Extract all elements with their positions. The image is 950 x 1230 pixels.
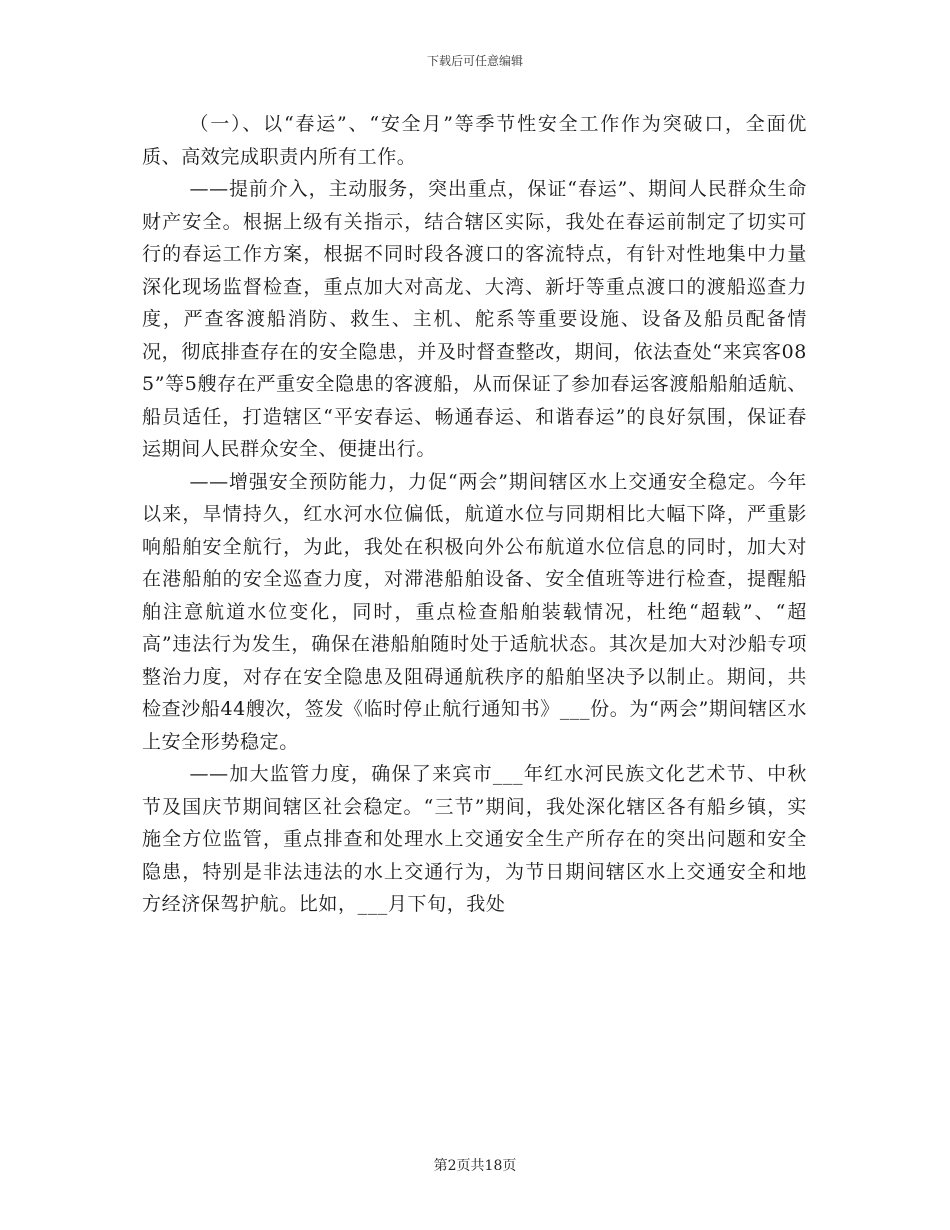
paragraph-1: （一）、以“春运”、“安全月”等季节性安全工作作为突破口，全面优质、高效完成职责内所有工作。 (142, 113, 807, 168)
paragraph-4: ——加大监管力度，确保了来宾市___年红水河民族文化艺术节、中秋节及国庆节期间辖区社会稳定。“三节”期间，我处深化辖区各有船乡镇，实施全方位监管，重点排查和处理水上交通安全生产所存在的突出问题和安全隐患，特别是非法违法的水上交通行为，为节日期间辖区水上交通安全和地方经济保驾护航。比如，___月下旬，我处 (142, 763, 807, 915)
page-number-footer: 第2页共18页 (433, 1158, 517, 1174)
document-body (142, 108, 807, 921)
paragraph-2: ——提前介入，主动服务，突出重点，保证“春运”、期间人民群众生命财产安全。根据上级有关指示，结合辖区实际，我处在春运前制定了切实可行的春运工作方案，根据不同时段各渡口的客流特点，有针对性地集中力量深化现场监督检查，重点加大对高龙、大湾、新圩等重点渡口的渡船巡查力度，严查客渡船消防、救生、主机、舵系等重要设施、设备及船员配备情况，彻底排查存在的安全隐患，并及时督查整改，期间，依法查处“来宾客085”等5艘存在严重安全隐患的客渡船，从而保证了参加春运客渡船船舶适航、船员适任，打造辖区“平安春运、畅通春运、和谐春运”的良好氛围，保证春运期间人民群众安全、便捷出行。 (142, 178, 807, 460)
page-header-note: 下载后可任意编辑 (426, 54, 523, 68)
paragraph-3: ——增强安全预防能力，力促“两会”期间辖区水上交通安全稳定。今年以来，旱情持久，红水河水位偏低，航道水位与同期相比大幅下降，严重影响船舶安全航行，为此，我处在积极向外公布航道水位信息的同时，加大对在港船舶的安全巡查力度，对滞港船舶设备、安全值班等进行检查，提醒船舶注意航道水位变化，同时，重点检查船舶装载情况，杜绝“超载”、“超高”违法行为发生，确保在港船舶随时处于适航状态。其次是加大对沙船专项整治力度，对存在安全隐患及阻碍通航秩序的船舶坚决予以制止。期间，共检查沙船44艘次，签发《临时停止航行通知书》___份。为“两会”期间辖区水上安全形势稳定。 (142, 470, 807, 753)
